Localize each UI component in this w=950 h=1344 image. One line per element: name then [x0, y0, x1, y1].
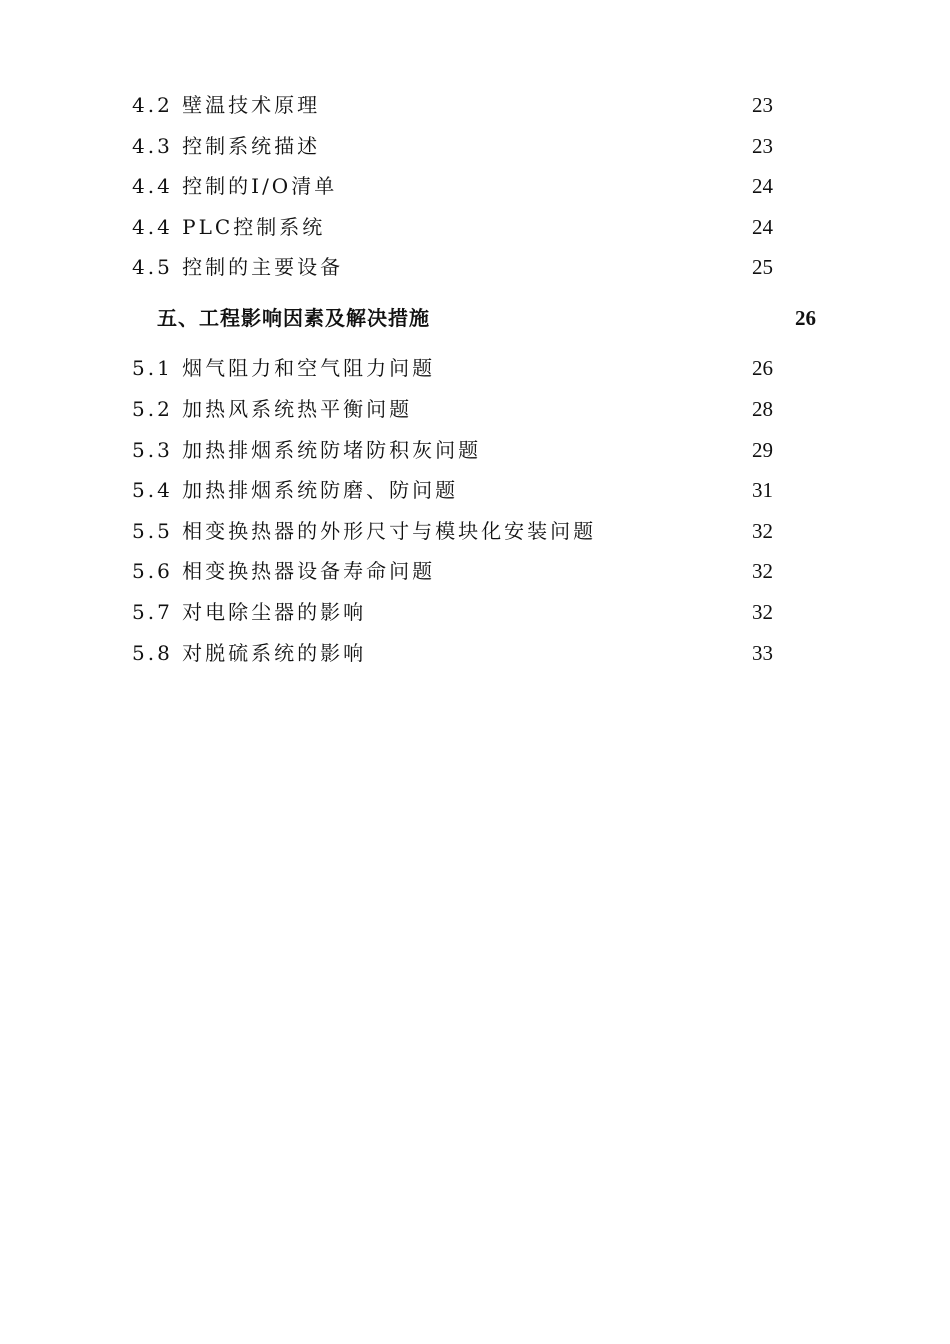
toc-entry-label: 5.8 对脱硫系统的影响 — [132, 641, 367, 665]
toc-entry-label: 4.4 PLC控制系统 — [132, 215, 326, 239]
toc-section-heading-page-number: 26 — [795, 306, 816, 330]
toc-section-heading-label: 五、工程影响因素及解决措施 — [157, 306, 430, 330]
toc-entry-page-number: 32 — [752, 600, 773, 624]
toc-entry-label: 5.1 烟气阻力和空气阻力问题 — [132, 356, 436, 380]
toc-entry-page-number: 24 — [752, 174, 773, 198]
toc-entry-label: 5.2 加热风系统热平衡问题 — [132, 397, 413, 421]
toc-entry-label: 4.2 壁温技术原理 — [132, 93, 321, 117]
toc-entry-label: 5.5 相变换热器的外形尺寸与模块化安装问题 — [132, 519, 597, 543]
toc-entry-label: 4.3 控制系统描述 — [132, 134, 321, 158]
toc-entry-label: 5.4 加热排烟系统防磨、防问题 — [132, 478, 459, 502]
toc-entry-label: 4.5 控制的主要设备 — [132, 255, 344, 279]
toc-entry-page-number: 26 — [752, 356, 773, 380]
toc-entry-page-number: 29 — [752, 438, 773, 462]
toc-entry-page-number: 32 — [752, 519, 773, 543]
toc-entry-page-number: 31 — [752, 478, 773, 502]
toc-entry-page-number: 24 — [752, 215, 773, 239]
toc-entry-label: 5.7 对电除尘器的影响 — [132, 600, 367, 624]
toc-entry-label: 5.6 相变换热器设备寿命问题 — [132, 559, 436, 583]
toc-entry-label: 5.3 加热排烟系统防堵防积灰问题 — [132, 438, 482, 462]
toc-entry-page-number: 25 — [752, 255, 773, 279]
toc-entry-page-number: 23 — [752, 134, 773, 158]
toc-entry-page-number: 33 — [752, 641, 773, 665]
toc-entry-page-number: 32 — [752, 559, 773, 583]
toc-entry-page-number: 28 — [752, 397, 773, 421]
toc-entry-page-number: 23 — [752, 93, 773, 117]
toc-entry-label: 4.4 控制的I/O清单 — [132, 174, 338, 198]
